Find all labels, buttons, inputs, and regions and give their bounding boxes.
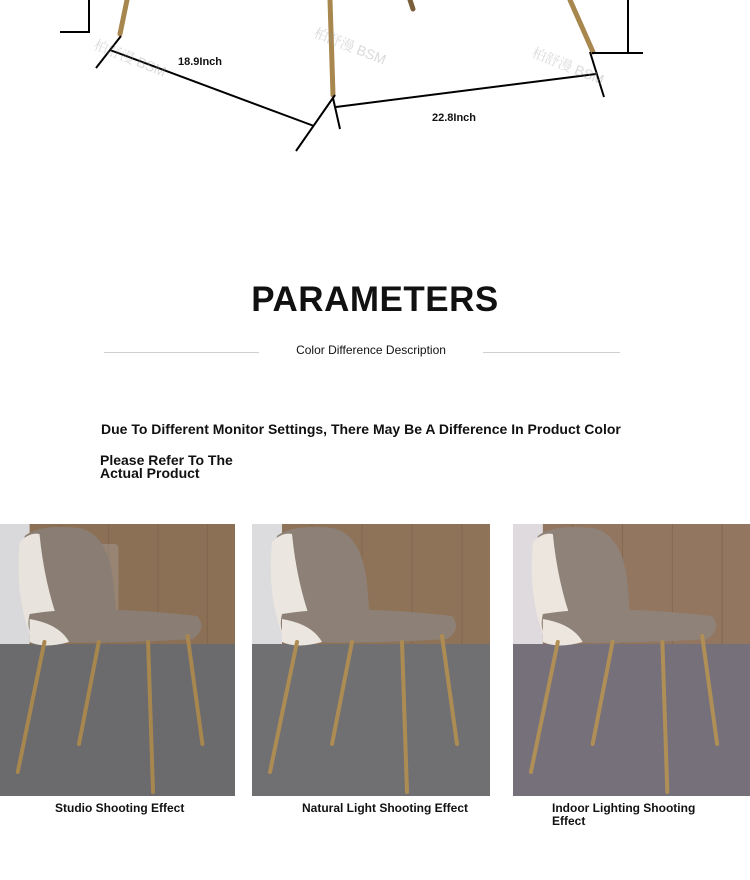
depth-dimension-label: 18.9Inch (178, 56, 223, 68)
chair-legs-dimension-drawing (0, 0, 750, 160)
watermark: 柏舒漫 BSM (529, 44, 607, 88)
watermark: 柏舒漫 BSM (311, 24, 389, 68)
chair-photo-indoor-lighting (513, 524, 750, 796)
divider-right (483, 352, 620, 353)
photo-caption: Studio Shooting Effect (55, 801, 185, 815)
photo-caption: Indoor Lighting Shooting Effect (552, 801, 696, 828)
parameters-title: PARAMETERS (251, 280, 499, 319)
watermark: 柏舒漫 BSM (91, 36, 169, 80)
dimension-diagram (0, 0, 750, 160)
divider-left (104, 352, 259, 353)
width-dimension-label: 22.8Inch (432, 112, 477, 124)
chair-photo-studio (0, 524, 235, 796)
photo-caption: Natural Light Shooting Effect (302, 801, 468, 815)
refer-actual-product-note: Please Refer To The Actual Product (100, 452, 233, 481)
chair-photo-natural-light (252, 524, 490, 796)
color-difference-subtitle: Color Difference Description (296, 343, 446, 357)
monitor-notice: Due To Different Monitor Settings, There May Be A Difference In Product Color (101, 421, 621, 437)
